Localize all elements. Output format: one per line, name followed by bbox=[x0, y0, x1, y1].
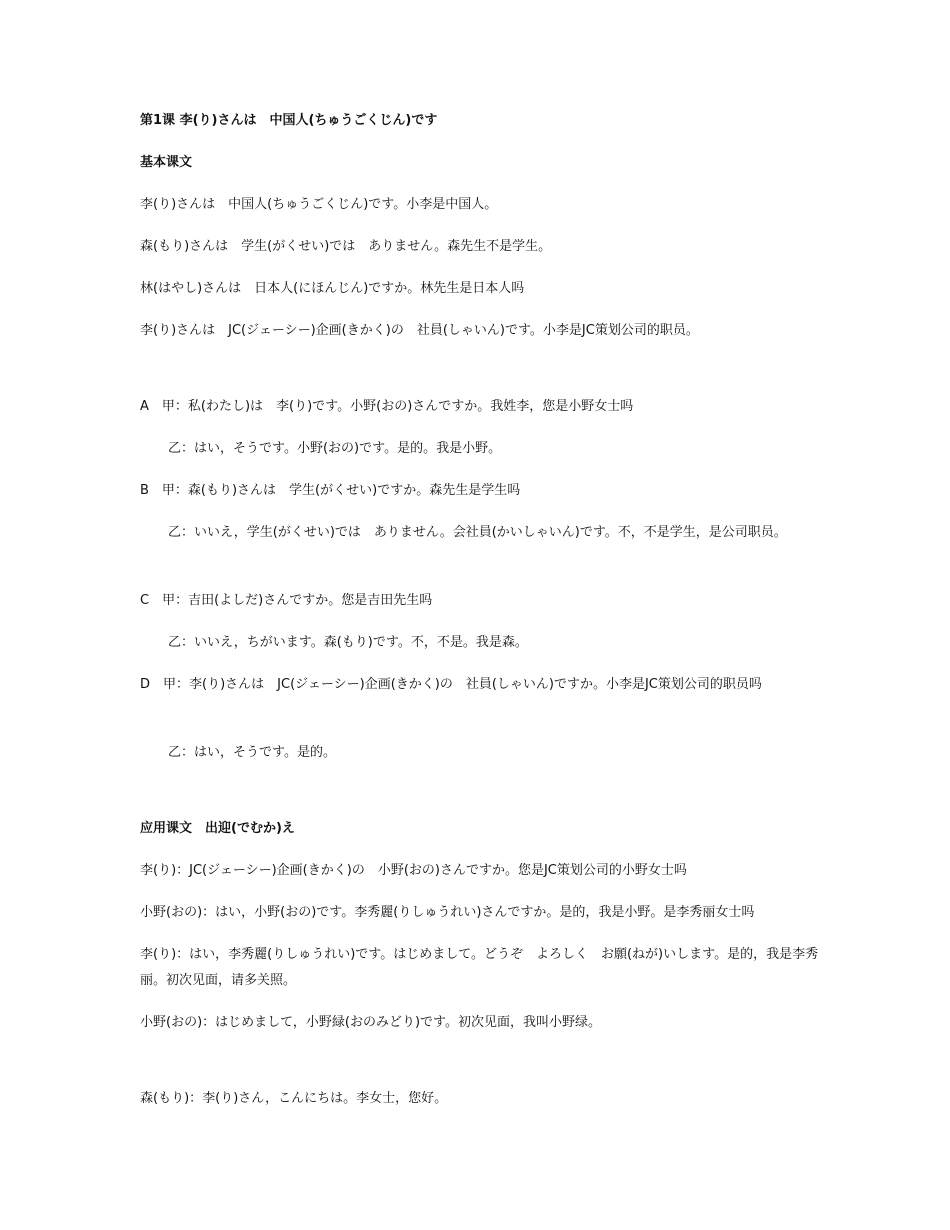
applied-line: 李(り)：はい，李秀麗(りしゅうれい)です。はじめまして。どうぞ よろしく お願(ねが)いします。是的，我是李秀丽。初次见面，请多关照。 bbox=[140, 947, 819, 988]
applied-line: 小野(おの)：はい，小野(おの)です。李秀麗(りしゅうれい)さんですか。是的，我是小野。是李秀丽女士吗 bbox=[140, 905, 755, 920]
dialogue-c-first: C 甲：吉田(よしだ)さんですか。您是吉田先生吗 bbox=[140, 593, 433, 608]
applied-line: 小野(おの)：はじめまして，小野緑(おのみどり)です。初次见面，我叫小野绿。 bbox=[140, 1015, 601, 1030]
dialogue-b-first: B 甲：森(もり)さんは 学生(がくせい)ですか。森先生是学生吗 bbox=[140, 483, 521, 498]
applied-line: 森(もり)：李(り)さん，こんにちは。李女士，您好。 bbox=[140, 1091, 448, 1106]
dialogue-b-second: 乙：いいえ，学生(がくせい)では ありません。会社員(かいしゃいん)です。不，不是学生，是公司职员。 bbox=[168, 525, 787, 540]
dialogue-d-second: 乙：はい，そうです。是的。 bbox=[168, 745, 336, 760]
basic-sentence: 李(り)さんは 中国人(ちゅうごくじん)です。小李是中国人。 bbox=[140, 197, 498, 212]
basic-sentence: 林(はやし)さんは 日本人(にほんじん)ですか。林先生是日本人吗 bbox=[140, 281, 525, 296]
basic-sentence: 森(もり)さんは 学生(がくせい)では ありません。森先生不是学生。 bbox=[140, 239, 552, 254]
dialogue-d-first: D 甲：李(り)さんは JC(ジェーシー)企画(きかく)の 社員(しゃいん)ですか。小李是JC策划公司的职员吗 bbox=[140, 677, 762, 692]
dialogue-c-second: 乙：いいえ，ちがいます。森(もり)です。不，不是。我是森。 bbox=[168, 635, 528, 650]
applied-text-heading: 应用课文 出迎(でむか)え bbox=[140, 821, 295, 836]
applied-line: 李(り)：JC(ジェーシー)企画(きかく)の 小野(おの)さんですか。您是JC策划公司的小野女士吗 bbox=[140, 863, 687, 878]
basic-text-heading: 基本课文 bbox=[140, 155, 193, 170]
dialogue-a-second: 乙：はい，そうです。小野(おの)です。是的。我是小野。 bbox=[168, 441, 502, 456]
lesson-title: 第1课 李(り)さんは 中国人(ちゅうごくじん)です bbox=[140, 113, 438, 128]
basic-sentence: 李(り)さんは JC(ジェーシー)企画(きかく)の 社員(しゃいん)です。小李是JC策划公司的职员。 bbox=[140, 323, 699, 338]
dialogue-a-first: A 甲：私(わたし)は 李(り)です。小野(おの)さんですか。我姓李，您是小野女士吗 bbox=[140, 399, 634, 414]
